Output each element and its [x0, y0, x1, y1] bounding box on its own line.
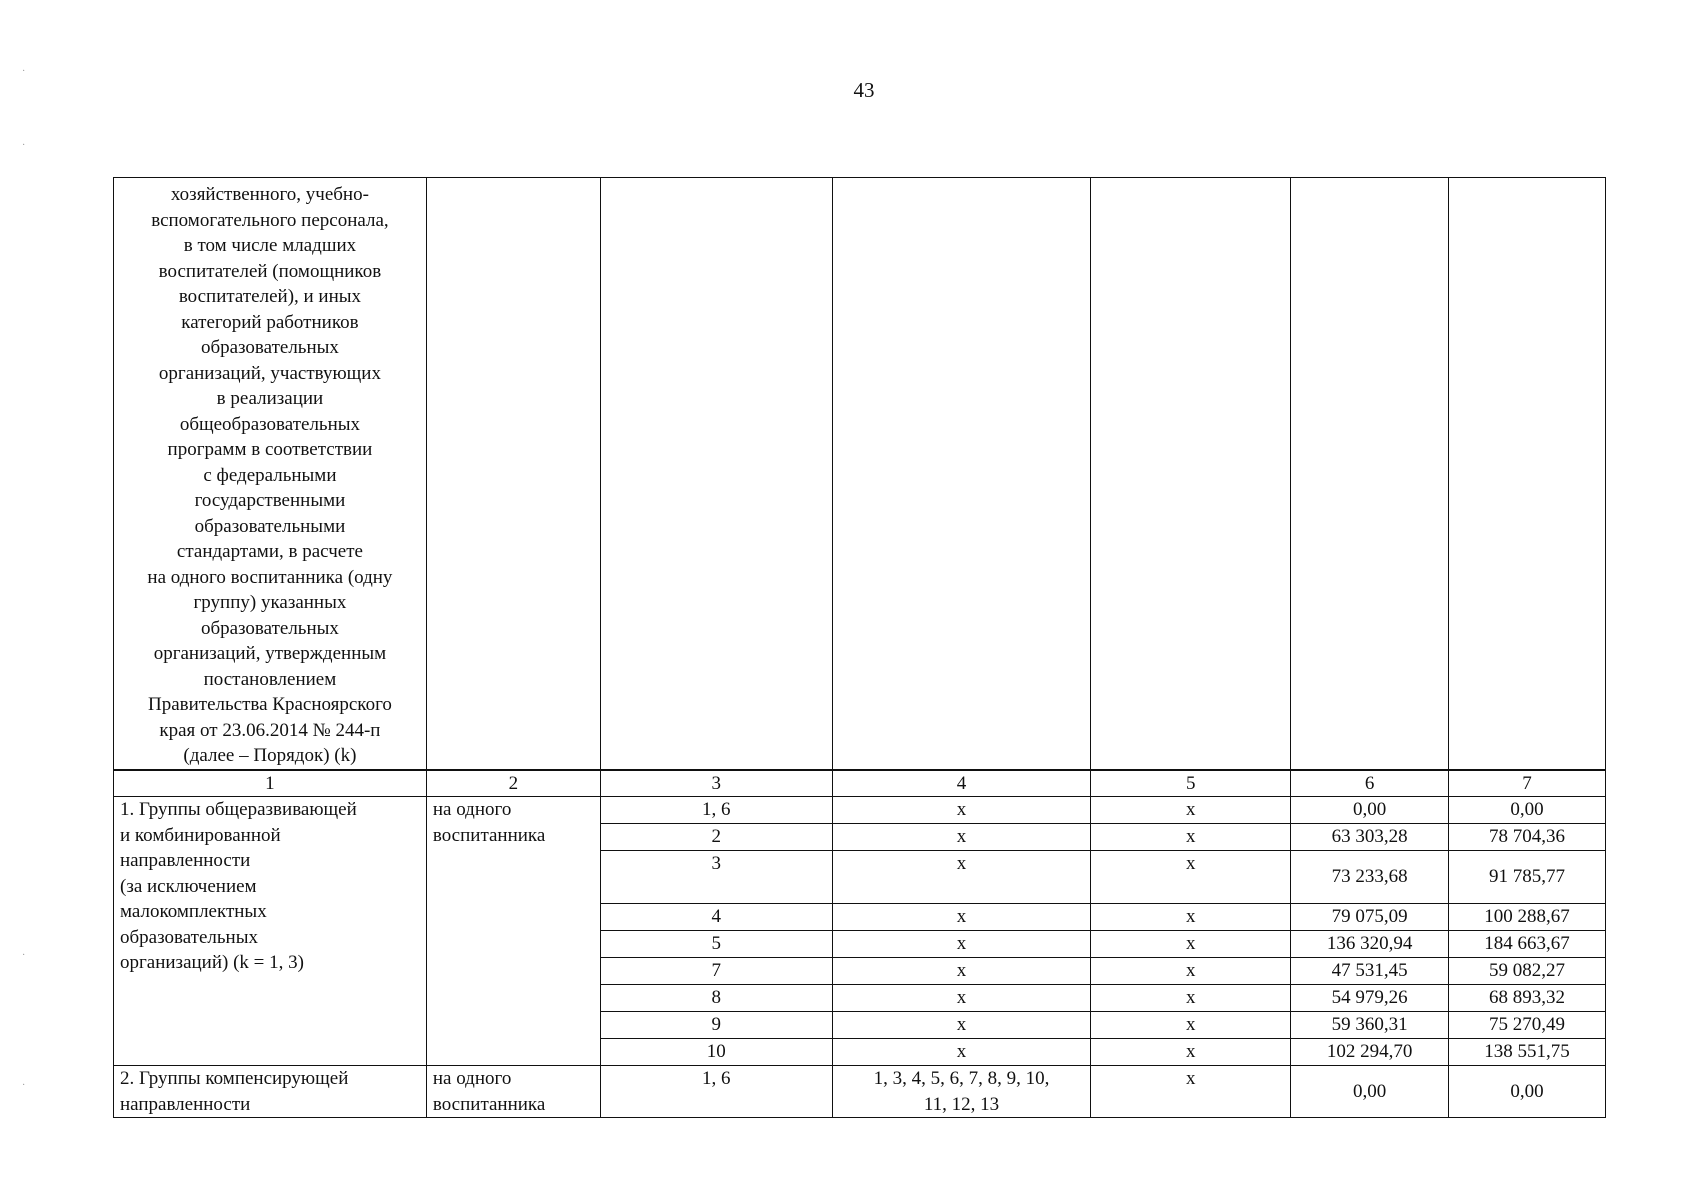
- continued-line: края от 23.06.2014 № 244-п: [159, 719, 381, 741]
- continued-line: воспитателей (помощников: [158, 260, 382, 282]
- cell-col3: 7: [600, 958, 832, 985]
- cell-col4: х: [832, 1012, 1091, 1039]
- column-number: 1: [114, 770, 427, 797]
- cell-col7: 68 893,32: [1449, 985, 1606, 1012]
- continued-line: в том числе младших: [183, 235, 357, 256]
- cell-col5: х: [1091, 1012, 1291, 1039]
- cell-col3: 5: [600, 931, 832, 958]
- cell-col5: х: [1091, 824, 1291, 851]
- cell-col4: х: [832, 851, 1091, 904]
- cell-col5: х: [1091, 931, 1291, 958]
- scan-artifact: ·: [22, 66, 26, 77]
- cell-col6: 79 075,09: [1291, 904, 1449, 931]
- group-label-line: и комбинированной: [120, 824, 281, 846]
- cell-col6: 102 294,70: [1291, 1039, 1449, 1066]
- cell-col3: 9: [600, 1012, 832, 1039]
- cell-col4: х: [832, 1039, 1091, 1066]
- continued-line: хозяйственного, учебно-: [170, 184, 369, 205]
- continued-line: образовательными: [194, 515, 346, 537]
- continued-line: программ в соответствии: [167, 439, 373, 460]
- cell-col7: 91 785,77: [1449, 851, 1606, 904]
- table-row: [114, 1066, 1606, 1118]
- cell-col7: 75 270,49: [1449, 1012, 1606, 1039]
- cell-col7: 0,00: [1449, 1066, 1606, 1118]
- cell-col4: х: [832, 985, 1091, 1012]
- continued-line: постановлением: [203, 668, 337, 690]
- cell-col5: х: [1091, 1039, 1291, 1066]
- cell-col5: х: [1091, 1066, 1291, 1118]
- empty-cell: [832, 178, 1091, 770]
- cell-col6: 136 320,94: [1291, 931, 1449, 958]
- cell-col6: 47 531,45: [1291, 958, 1449, 985]
- cell-col3: 1, 6: [600, 1066, 832, 1118]
- cell-col5: х: [1091, 985, 1291, 1012]
- cell-col3: 4: [600, 904, 832, 931]
- continued-description-cell: [114, 178, 427, 770]
- scan-artifact: ·: [22, 1080, 26, 1091]
- column-number-row: [114, 770, 1606, 797]
- cell-col7: 78 704,36: [1449, 824, 1606, 851]
- continued-line: воспитателей), и иных: [178, 286, 362, 307]
- cell-col6: 63 303,28: [1291, 824, 1449, 851]
- group-label-line: организаций) (k = 1, 3): [120, 952, 304, 973]
- cell-col4: х: [832, 824, 1091, 851]
- unit-line: воспитанника: [432, 1093, 546, 1115]
- continued-line: образовательных: [200, 617, 339, 639]
- continued-line: общеобразовательных: [179, 413, 361, 435]
- group-label-line: 2. Группы компенсирующей: [120, 1068, 349, 1089]
- allocation-table: [113, 177, 1606, 1118]
- page-number: 43: [853, 78, 875, 102]
- continued-line: государственными: [194, 490, 346, 511]
- continued-line: вспомогательного персонала,: [151, 209, 389, 231]
- cell-col7: 0,00: [1449, 797, 1606, 824]
- continued-line: организаций, утвержденным: [153, 643, 387, 664]
- cell-col5: х: [1091, 797, 1291, 824]
- table-row: [114, 797, 1606, 824]
- unit-line: воспитанника: [432, 824, 546, 846]
- cell-col3: 10: [600, 1039, 832, 1066]
- cell-col4-line: 11, 12, 13: [923, 1093, 1000, 1115]
- continued-header-row: [114, 178, 1606, 770]
- column-number: 6: [1291, 770, 1449, 797]
- continued-line: на одного воспитанника (одну: [147, 566, 393, 588]
- empty-cell: [1449, 178, 1606, 770]
- column-number: 3: [600, 770, 832, 797]
- cell-col4: х: [832, 797, 1091, 824]
- cell-col4-line: 1, 3, 4, 5, 6, 7, 8, 9, 10,: [873, 1068, 1050, 1089]
- cell-col6: 0,00: [1291, 797, 1449, 824]
- continued-line: группу) указанных: [193, 592, 347, 613]
- group-label-line: образовательных: [120, 926, 258, 948]
- continued-line: категорий работников: [181, 311, 359, 333]
- continued-line: Правительства Красноярского: [147, 694, 392, 715]
- continued-line: стандартами, в расчете: [176, 541, 363, 562]
- column-number: 4: [832, 770, 1091, 797]
- cell-col4: х: [832, 958, 1091, 985]
- group-label-line: (за исключением: [120, 875, 257, 897]
- group-label-line: малокомплектных: [120, 901, 267, 922]
- cell-col4: х: [832, 931, 1091, 958]
- continued-line: с федеральными: [203, 464, 337, 486]
- scan-artifact: ·: [22, 140, 26, 151]
- cell-col6: 73 233,68: [1291, 851, 1449, 904]
- continued-line: в реализации: [216, 388, 324, 409]
- empty-cell: [1091, 178, 1291, 770]
- unit-line: на одного: [432, 1068, 512, 1089]
- cell-col7: 138 551,75: [1449, 1039, 1606, 1066]
- column-number: 7: [1449, 770, 1606, 797]
- group-label-line: 1. Группы общеразвивающей: [120, 799, 357, 820]
- empty-cell: [426, 178, 600, 770]
- cell-col4: [832, 1066, 1091, 1118]
- group2-label-cell: [114, 1066, 427, 1118]
- cell-col6: 59 360,31: [1291, 1012, 1449, 1039]
- cell-col6: 0,00: [1291, 1066, 1449, 1118]
- cell-col3: 2: [600, 824, 832, 851]
- unit-line: на одного: [432, 799, 512, 820]
- group-label-line: направленности: [120, 1093, 251, 1115]
- empty-cell: [1291, 178, 1449, 770]
- cell-col3: 1, 6: [600, 797, 832, 824]
- continued-line: (далее – Порядок) (k): [183, 745, 357, 766]
- empty-cell: [600, 178, 832, 770]
- cell-col3: 3: [600, 851, 832, 904]
- cell-col5: х: [1091, 904, 1291, 931]
- group1-unit-cell: [426, 797, 600, 1066]
- cell-col3: 8: [600, 985, 832, 1012]
- continued-line: организаций, участвующих: [158, 362, 381, 384]
- cell-col7: 100 288,67: [1449, 904, 1606, 931]
- column-number: 5: [1091, 770, 1291, 797]
- cell-col5: х: [1091, 958, 1291, 985]
- cell-col7: 184 663,67: [1449, 931, 1606, 958]
- group-label-line: направленности: [120, 850, 251, 871]
- cell-col7: 59 082,27: [1449, 958, 1606, 985]
- group2-unit-cell: [426, 1066, 600, 1118]
- continued-line: образовательных: [200, 337, 339, 358]
- group1-label-cell: [114, 797, 427, 1066]
- cell-col6: 54 979,26: [1291, 985, 1449, 1012]
- cell-col4: х: [832, 904, 1091, 931]
- scan-artifact: ·: [22, 950, 26, 961]
- cell-col5: х: [1091, 851, 1291, 904]
- column-number: 2: [426, 770, 600, 797]
